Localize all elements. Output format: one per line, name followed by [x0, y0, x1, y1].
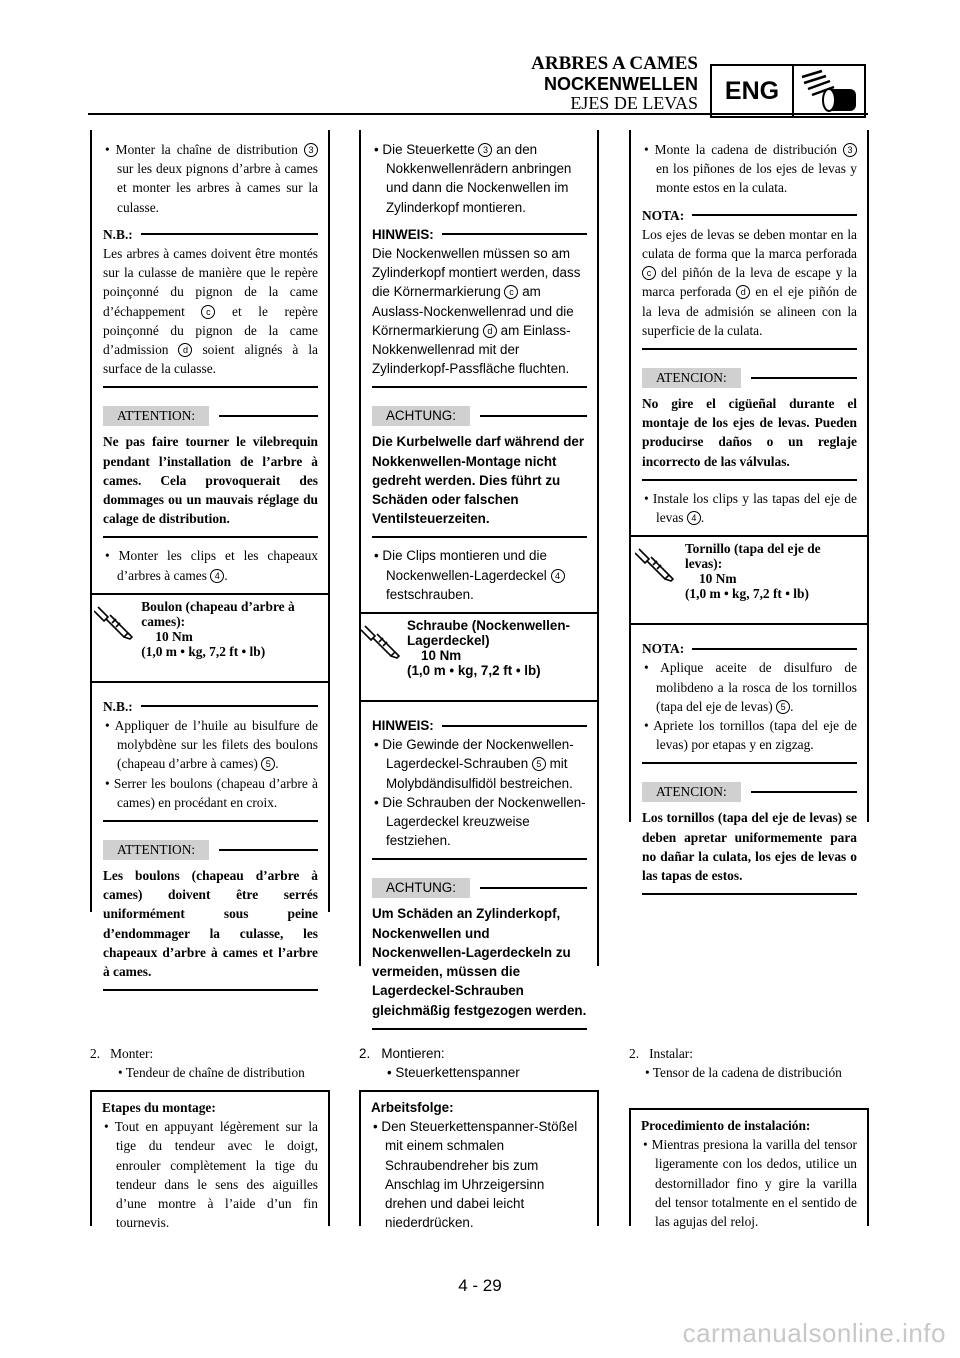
- wrench-icon: [361, 614, 401, 700]
- es-procedure: Procedimiento de instalación: • Mientras presiona la varilla del tensor ligeramente con los dedos, utilice un destornillador fino y gire la varilla del tensor totalmente en el sentido de las agujas del reloj.: [629, 1108, 869, 1226]
- watermark: carmanualsonline.info: [682, 1318, 946, 1348]
- page-number: 4 - 29: [458, 1276, 502, 1295]
- es-attention-2-text: Los tornillos (tapa del eje de levas) se deben apretar uniformemente para no dañar la culata, los ejes de levas o las tapas de estos.: [642, 810, 857, 884]
- fr-attention-2-text: Les boulons (chapeau d’arbre à cames) doivent être serrés uniformément sous peine d’endommager la culasse, les chapeaux d’arbre à cames et l’arbre à cames.: [103, 868, 318, 980]
- eng-badge: [710, 64, 866, 118]
- fr-attention-2: ATTENTION:: [103, 840, 318, 860]
- es-nb2-item2: • Apriete los tornillos (tapa del eje de levas) por etapas y en zigzag.: [644, 718, 858, 753]
- es-torque-spec: Tornillo (tapa del eje de levas): 10 Nm (1,0 m • kg, 7,2 ft • lb): [631, 535, 867, 625]
- de-step-chain: • Die Steuerkette 3 an den Nokkenwellenrädern anbringen und dann die Nockenwellen im Zylinderkopf montieren.: [374, 142, 572, 215]
- de-step2: 2. Montieren: • Steuerkettenspanner: [359, 1046, 520, 1080]
- fr-nb1-text: Les arbres à cames doivent être montés sur la culasse de manière que le repère poinçonné du pignon de la came d’échappement c et le repère poinçonné du pignon de la came d’admission d soient alignés à la surface de la culasse.: [103, 246, 318, 377]
- fr-nb2-label: N.B.:: [103, 697, 318, 716]
- column-de: [359, 130, 599, 1018]
- de-attention-1-text: Die Kurbelwelle darf während der Nokkenwellen-Montage nicht gedreht werden. Dies führt zu Schäden oder falschen Ventilsteuerzeiten.: [372, 434, 585, 527]
- de-attention-1: ACHTUNG:: [372, 406, 587, 426]
- de-nb2-item2: • Die Schrauben der Nockenwellen-Lagerdeckel kreuzweise festziehen.: [374, 794, 586, 849]
- es-attention-1: ATENCION:: [642, 368, 857, 388]
- title-fr: ARBRES A CAMES: [531, 53, 698, 74]
- eng-label: ENG: [712, 66, 794, 116]
- es-step-caps: • Instale los clips y las tapas del eje de levas 4 .: [644, 490, 857, 526]
- de-step-caps: • Die Clips montieren und die Nockenwellen-Lagerdeckel 4 festschrauben.: [372, 546, 587, 604]
- de-nb1-text: Die Nockenwellen müssen so am Zylinderkopf montiert werden, dass die Körnermarkierung c am Auslass-Nockenwellenrad und die Körnermarkierung d am Einlass-Nokkenwellenrad mit der Zylinderkopf-Passfläche fluchten.: [372, 246, 581, 377]
- fr-nb2-item1: • Appliquer de l’huile au bisulfure de molybdène sur les filets des boulons (chapeau d’arbre à cames) 5 .: [105, 718, 318, 772]
- de-nb2-label: HINWEIS:: [372, 716, 587, 735]
- title-es: EJES DE LEVAS: [570, 93, 698, 113]
- de-attention-2-text: Um Schäden an Zylinderkopf, Nockenwellen und Nockenwellen-Lagerdeckeln zu vermeiden, müssen die Lagerdeckel-Schrauben gleichmäßig festgezogen werden.: [372, 906, 587, 1018]
- es-attention-2: ATENCION:: [642, 782, 857, 802]
- column-es: [629, 130, 869, 884]
- title-de: NOCKENWELLEN: [544, 74, 698, 94]
- de-torque-spec: Schraube (Nockenwellen-Lagerdeckel) 10 Nm (1,0 m • kg, 7,2 ft • lb): [361, 612, 597, 702]
- de-attention-2: ACHTUNG:: [372, 878, 587, 898]
- de-nb1-label: HINWEIS:: [372, 225, 587, 244]
- es-nb1-text: Los ejes de levas se deben montar en la culata de forma que la marca perforada c del piñón de la leva de escape y la marca perforada d en el eje piñón de la leva de admisión se alineen con la superficie de la culata.: [642, 226, 857, 338]
- es-step-chain: • Monte la cadena de distribución 3 en los piñones de los ejes de levas y monte estos en la culata.: [644, 142, 857, 196]
- fr-nb1-label: N.B.:: [103, 225, 318, 244]
- fr-nb2-item2: • Serrer les boulons (chapeau d’arbre à cames) en procédant en croix.: [105, 775, 318, 810]
- es-attention-1-text: No gire el cigüeñal durante el montaje de los ejes de levas. Pueden producirse daños o un reglaje incorrecto de las válvulas.: [642, 396, 857, 469]
- fr-torque-spec: Boulon (chapeau d’arbre à cames): 10 Nm (1,0 m • kg, 7,2 ft • lb): [92, 593, 328, 683]
- column-fr: [90, 130, 330, 980]
- de-procedure: Arbeitsfolge: • Den Steuerkettenspanner-Stößel mit einem schmalen Schraubendreher bis zum Anschlag im Uhrzeigersinn drehen und dabei leicht niederdrücken.: [359, 1090, 599, 1226]
- fr-attention-1-text: Ne pas faire tourner le vilebrequin pendant l’installation de l’arbre à cames. Cela provoquerait des dommages ou un mauvais réglage du calage de distribution.: [103, 434, 318, 527]
- fr-step2: 2. Monter: • Tendeur de chaîne de distribution: [90, 1046, 305, 1080]
- es-nb2-item1: • Aplique aceite de disulfuro de molibdeno a la rosca de los tornillos (tapa del eje de levas) 5 .: [644, 660, 858, 714]
- fr-step-chain: • Monter la chaîne de distribution 3 sur les deux pignons d’arbre à cames et monter les arbres à cames sur la culasse.: [105, 142, 318, 215]
- wrench-icon: [92, 595, 135, 681]
- es-step2: 2. Instalar: • Tensor de la cadena de distribución: [629, 1046, 842, 1080]
- es-nb1-label: NOTA:: [642, 206, 857, 225]
- wrench-icon: [631, 537, 679, 623]
- de-nb2-item1: • Die Gewinde der Nockenwellen-Lagerdeckel-Schrauben 5 mit Molybdändisulfidöl bestreichen.: [374, 737, 574, 791]
- engine-icon: [794, 66, 864, 116]
- fr-attention-1: ATTENTION:: [103, 406, 318, 426]
- fr-procedure: Etapes du montage: • Tout en appuyant légèrement sur la tige du tendeur avec le doigt, enrouler complètement la tige du tendeur dans le sens des aiguilles d’une montre à l’aide d’un fin tournevis.: [90, 1090, 330, 1226]
- es-nb2-label: NOTA:: [642, 639, 857, 658]
- section-title: [531, 54, 698, 74]
- fr-step-caps: • Monter les clips et les chapeaux d’arbres à cames 4 .: [105, 548, 318, 583]
